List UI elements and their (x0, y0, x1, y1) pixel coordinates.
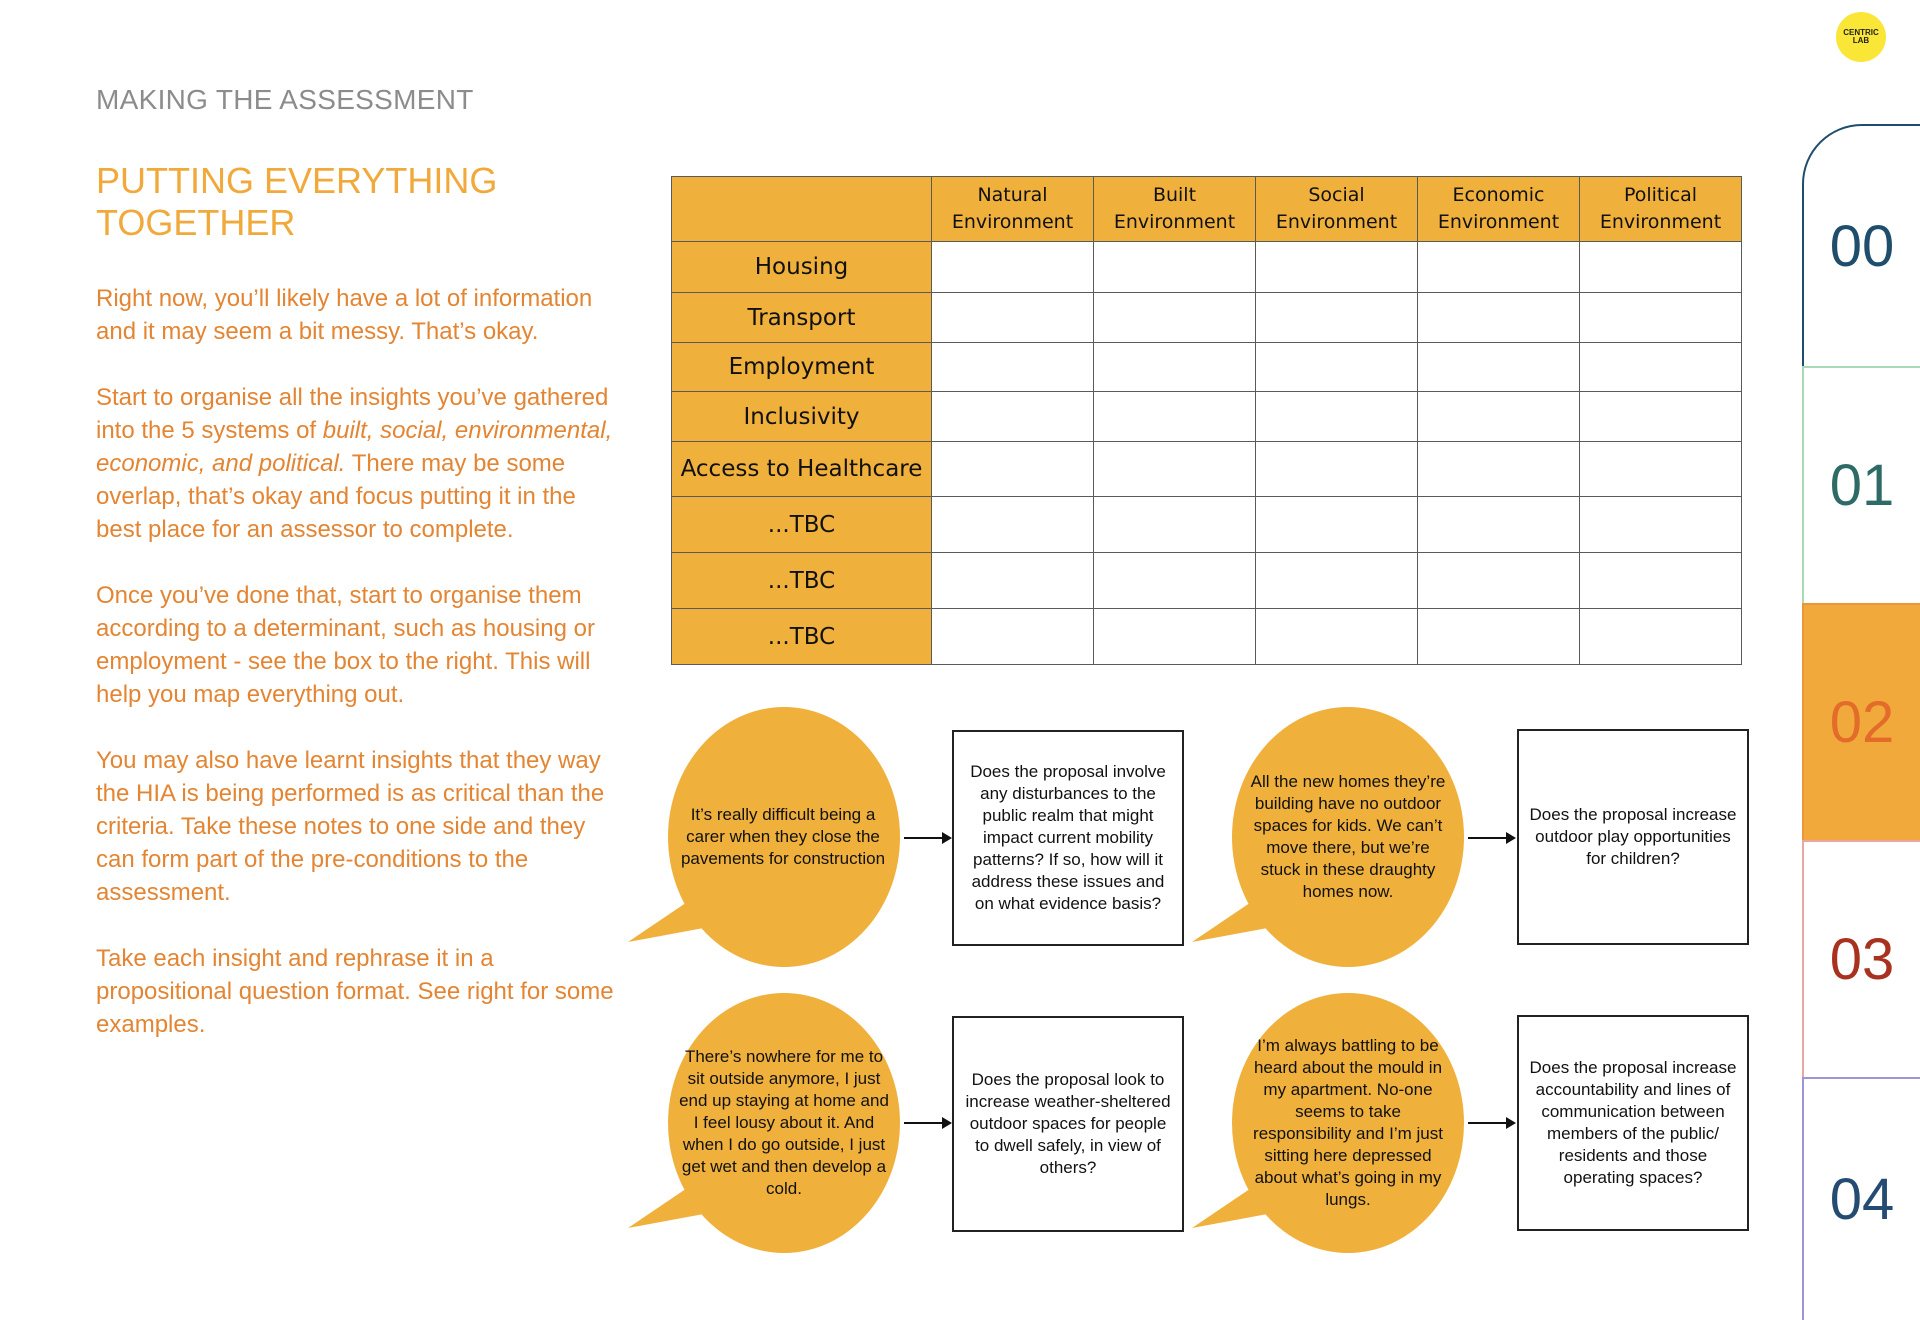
matrix-cell (1580, 553, 1742, 609)
quote-text: All the new homes they’re building have no outdoor spaces for kids. We can’t move there, but we’re stuck in these draughty homes now. (1250, 772, 1446, 901)
matrix-cell (932, 242, 1094, 293)
matrix-cell (1418, 343, 1580, 392)
matrix-cell (1418, 293, 1580, 343)
matrix-cell (932, 442, 1094, 497)
matrix-cell (1094, 553, 1256, 609)
paragraph-2 (96, 381, 616, 546)
matrix-cell (1418, 553, 1580, 609)
matrix-cell (1418, 497, 1580, 553)
arrow-right-icon (904, 837, 950, 839)
quote-bubble (628, 992, 904, 1254)
determinants-matrix (671, 176, 1742, 665)
quote-bubble (628, 706, 904, 968)
quote-text: It’s really difficult being a carer when they close the pavements for construction (680, 805, 886, 868)
paragraph-1: Right now, you’ll likely have a lot of information and it may seem a bit messy. That’s okay. (96, 285, 593, 345)
section-tabs (1802, 124, 1920, 1320)
quote-bubble (1192, 706, 1468, 968)
column-header: Economic Environment (1418, 177, 1580, 242)
matrix-cell (932, 343, 1094, 392)
matrix-cell (1256, 392, 1418, 442)
matrix-cell (1580, 293, 1742, 343)
arrow-right-icon (1468, 1122, 1514, 1124)
row-header: Employment (672, 343, 932, 392)
question-box: Does the proposal increase outdoor play opportunities for children? (1517, 729, 1749, 945)
matrix-cell (932, 497, 1094, 553)
matrix-cell (1256, 343, 1418, 392)
question-box: Does the proposal increase accountability and lines of communication between members of the public/ residents and those operating spaces? (1517, 1015, 1749, 1231)
row-header: Housing (672, 242, 932, 293)
question-box: Does the proposal involve any disturbances to the public realm that might impact current mobility patterns? If so, how will it address these issues and on what evidence basis? (952, 730, 1184, 946)
paragraph-4: You may also have learnt insights that they way the HIA is being performed is as critical than the criteria. Take these notes to one side and they can form part of the pre-conditions to the assessment. (96, 747, 605, 906)
paragraph-2-systems: built, social, environmental, economic, and political. (96, 417, 613, 477)
matrix-cell (1418, 392, 1580, 442)
matrix-cell (1256, 442, 1418, 497)
matrix-cell (1580, 497, 1742, 553)
matrix-cell (1580, 392, 1742, 442)
tab-01[interactable]: 01 (1802, 366, 1920, 603)
tab-02[interactable]: 02 (1802, 603, 1920, 840)
matrix-cell (1580, 442, 1742, 497)
matrix-cell (1580, 242, 1742, 293)
matrix-cell (1418, 242, 1580, 293)
paragraph-5: Take each insight and rephrase it in a propositional question format. See right for some examples. (96, 945, 614, 1038)
column-header: Natural Environment (932, 177, 1094, 242)
quote-text: There’s nowhere for me to sit outside anymore, I just end up staying at home and I feel lousy about it. And when I do go outside, I just get wet and then develop a cold. (679, 1047, 889, 1198)
matrix-cell (1256, 609, 1418, 665)
tab-03[interactable]: 03 (1802, 840, 1920, 1077)
matrix-cell (1418, 609, 1580, 665)
matrix-cell (1094, 293, 1256, 343)
row-header: ...TBC (672, 553, 932, 609)
row-header: Transport (672, 293, 932, 343)
matrix-cell (1580, 609, 1742, 665)
row-header: ...TBC (672, 609, 932, 665)
logo-line-1: CENTRIC (1843, 28, 1879, 37)
matrix-cell (932, 609, 1094, 665)
instructions-text (96, 282, 616, 1074)
matrix-cell (932, 553, 1094, 609)
centric-lab-logo (1836, 12, 1886, 62)
matrix-cell (1256, 242, 1418, 293)
matrix-cell (1094, 609, 1256, 665)
matrix-cell (1094, 497, 1256, 553)
row-header: Access to Healthcare (672, 442, 932, 497)
matrix-cell (1094, 343, 1256, 392)
tab-04[interactable]: 04 (1802, 1077, 1920, 1320)
quote-bubble (1192, 992, 1468, 1254)
column-header: Social Environment (1256, 177, 1418, 242)
paragraph-2-start: Start to organise all the insights you’ve gathered into the 5 systems of (96, 384, 609, 444)
matrix-cell (1094, 442, 1256, 497)
column-header: Political Environment (1580, 177, 1742, 242)
row-header: Inclusivity (672, 392, 932, 442)
matrix-corner (672, 177, 932, 242)
section-label: MAKING THE ASSESSMENT (96, 84, 474, 115)
quote-text: I’m always battling to be heard about the mould in my apartment. No-one seems to take responsibility and I’m just sitting here depressed about what’s going in my lungs. (1253, 1036, 1443, 1209)
logo-line-2: LAB (1852, 36, 1870, 45)
row-header: ...TBC (672, 497, 932, 553)
page-title: PUTTING EVERYTHING TOGETHER (96, 160, 498, 243)
paragraph-3: Once you’ve done that, start to organise them according to a determinant, such as housing or employment - see the box to the right. This will help you map everything out. (96, 582, 595, 708)
matrix-cell (1256, 293, 1418, 343)
matrix-cell (1418, 442, 1580, 497)
arrow-right-icon (904, 1122, 950, 1124)
matrix-cell (932, 293, 1094, 343)
matrix-cell (1256, 497, 1418, 553)
arrow-right-icon (1468, 837, 1514, 839)
matrix-cell (1256, 553, 1418, 609)
column-header: Built Environment (1094, 177, 1256, 242)
paragraph-2-end: There may be some overlap, that’s okay and focus putting it in the best place for an assessor to complete. (96, 450, 576, 543)
matrix-cell (1094, 242, 1256, 293)
matrix-cell (1580, 343, 1742, 392)
matrix-cell (932, 392, 1094, 442)
question-box: Does the proposal look to increase weather-sheltered outdoor spaces for people to dwell safely, in view of others? (952, 1016, 1184, 1232)
tab-00[interactable]: 00 (1802, 124, 1920, 366)
matrix-cell (1094, 392, 1256, 442)
